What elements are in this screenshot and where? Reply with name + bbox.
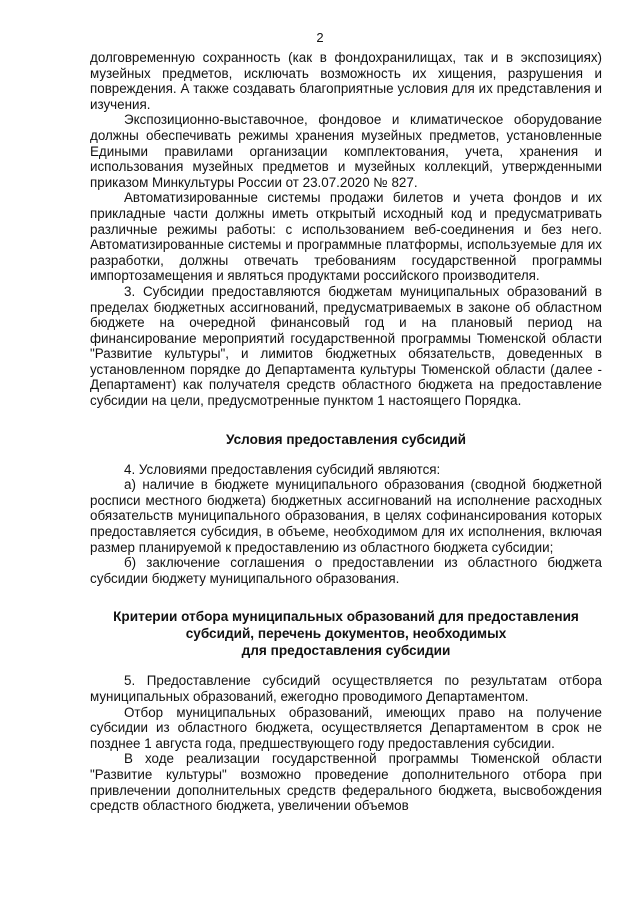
section-heading-line: для предоставления субсидии [241,643,451,659]
page-number: 2 [316,30,324,45]
paragraph: а) наличие в бюджете муниципального образования (сводной бюджетной росписи местного бюджета) бюджетных ассигнований на исполнение расходных обязательств муниципального образования, в целях софинансирования которых предоставляется субсидия, в объеме, необходимом для их исполнения, включая размер планируемой к предоставлению из областного бюджета субсидии; [90,477,602,555]
spacer [90,409,602,431]
section-heading [90,431,602,448]
paragraph: Экспозиционно-выставочное, фондовое и климатическое оборудование должны обеспечивать режимы хранения музейных предметов, установленные Едиными правилами организации комплектования, учета, хранения и использования музейных предметов и музейных коллекций, утвержденными приказом Минкультуры России от 23.07.2020 № 827. [90,112,602,190]
spacer [90,659,602,673]
spacer [90,586,602,608]
section-heading [90,608,602,659]
document-body [90,50,602,814]
section-heading-line: Условия предоставления субсидий [225,431,466,447]
paragraph: 4. Условиями предоставления субсидий являются: [124,461,441,477]
paragraph: б) заключение соглашения о предоставлении из областного бюджета субсидии бюджету муниципального образования. [90,555,602,586]
section-heading-line: Критерии отбора муниципальных образований для предоставления [113,609,579,625]
paragraph: Отбор муниципальных образований, имеющих право на получение субсидии из областного бюджета, осуществляется Департаментом в срок не позднее 1 августа года, предшествующего году предоставления субсидии. [90,704,602,751]
paragraph: В ходе реализации государственной программы Тюменской области "Развитие культуры" возможно проведение дополнительного отбора при привлечении дополнительных средств федерального бюджета, высвобождения средств областного бюджета, увеличении объемов [90,751,602,814]
section-heading-line: субсидий, перечень документов, необходимых [185,626,507,642]
paragraph: 5. Предоставление субсидий осуществляется по результатам отбора муниципальных образований, ежегодно проводимого Департаментом. [90,673,602,704]
paragraph: Автоматизированные системы продажи билетов и учета фондов и их прикладные части должны иметь открытый исходный код и предусматривать различные режимы работы: с использованием веб-соединения и без него. Автоматизированные системы и программные платформы, используемые для их разработки, должны отвечать требованиям государственной программы импортозамещения и являться продуктами российского производителя. [90,190,602,284]
spacer [90,448,602,462]
paragraph: долговременную сохранность (как в фондохранилищах, так и в экспозициях) музейных предметов, исключать возможность их хищения, разрушения и повреждения. А также создавать благоприятные условия для их представления и изучения. [90,50,602,112]
paragraph: 3. Субсидии предоставляются бюджетам муниципальных образований в пределах бюджетных ассигнований, предусматриваемых в законе об областном бюджете на очередной финансовый год и на плановый период на финансирование мероприятий государственной программы Тюменской области "Развитие культуры", и лимитов бюджетных обязательств, доведенных в установленном порядке до Департамента культуры Тюменской области (далее - Департамент) как получателя средств областного бюджета на предоставление субсидии на цели, предусмотренные пунктом 1 настоящего Порядка. [90,283,602,409]
